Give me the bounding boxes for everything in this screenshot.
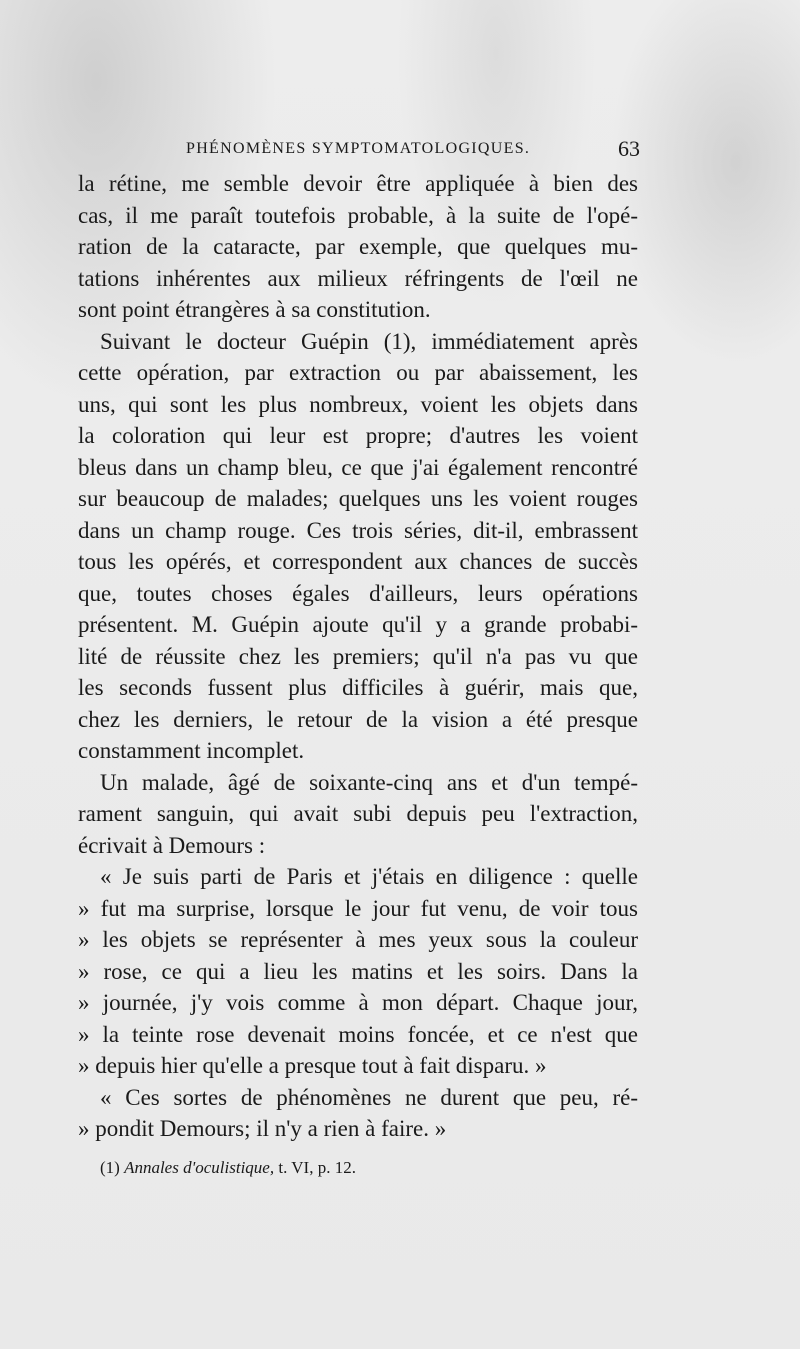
text-line: tous les opérés, et correspondent aux chances de succès <box>78 549 638 574</box>
quote-line: » la teinte rose devenait moins foncée, et ce n'est que <box>78 1021 638 1047</box>
text-line: uns, qui sont les plus nombreux, voient les objets dans <box>78 391 638 417</box>
quote-line: » pondit Demours; il n'y a rien à faire. » <box>78 1116 447 1141</box>
footnote-marker: (1) <box>100 1158 120 1177</box>
quote-line: » fut ma surprise, lorsque le jour fut venu, de voir tous <box>78 895 638 921</box>
text-line: écrivait à Demours : <box>78 832 266 858</box>
quote-line: » depuis hier qu'elle a presque tout à fait disparu. » <box>78 1053 547 1078</box>
text-line: les seconds fussent plus difficiles à guérir, mais que, <box>78 675 638 700</box>
text-line: dans un champ rouge. Ces trois séries, dit-il, embrassent <box>78 517 638 543</box>
text-line: ration de la cataracte, par exemple, que quelques mu- <box>78 234 638 259</box>
running-head: PHÉNOMÈNES SYMPTOMATOLOGIQUES. <box>186 140 531 157</box>
text-line: rament sanguin, qui avait subi depuis peu l'extraction, <box>78 801 638 826</box>
text-line: constamment incomplet. <box>78 738 305 763</box>
footnote-title: Annales d'oculistique, <box>124 1158 275 1177</box>
quote-line: » rose, ce qui a lieu les matins et les soirs. Dans la <box>78 958 638 984</box>
text-line: sur beaucoup de malades; quelques uns les voient rouges <box>78 486 638 511</box>
text-line: la coloration qui leur est propre; d'autres les voient <box>78 423 638 448</box>
quote-line: « Je suis parti de Paris et j'étais en diligence : quelle <box>100 864 638 889</box>
text-line: la rétine, me semble devoir être appliquée à bien des <box>78 171 638 196</box>
text-line: lité de réussite chez les premiers; qu'il n'a pas vu que <box>78 643 638 669</box>
text-line: Suivant le docteur Guépin (1), immédiatement après <box>100 328 638 354</box>
text-line: chez les derniers, le retour de la vision a été presque <box>78 706 638 732</box>
text-line: bleus dans un champ bleu, ce que j'ai également rencontré <box>78 454 638 480</box>
body-text <box>78 168 638 1145</box>
quote-line: » journée, j'y vois comme à mon départ. Chaque jour, <box>78 990 638 1015</box>
footnote <box>100 1158 356 1178</box>
text-line: cette opération, par extraction ou par abaissement, les <box>78 360 638 385</box>
page-header <box>186 136 640 166</box>
text-line: tations inhérentes aux milieux réfringents de l'œil ne <box>78 265 638 291</box>
text-line: cas, il me paraît toutefois probable, à la suite de l'opé- <box>78 202 638 228</box>
text-line: présentent. M. Guépin ajoute qu'il y a grande probabi- <box>78 612 638 637</box>
quote-line: « Ces sortes de phénomènes ne durent que peu, ré- <box>100 1084 638 1110</box>
text-line: Un malade, âgé de soixante-cinq ans et d'un tempé- <box>100 769 638 795</box>
page-number: 63 <box>618 136 640 161</box>
text-line: que, toutes choses égales d'ailleurs, leurs opérations <box>78 580 638 606</box>
text-line: sont point étrangères à sa constitution. <box>78 297 431 322</box>
footnote-reference: t. VI, p. 12. <box>278 1158 356 1177</box>
quote-line: » les objets se représenter à mes yeux sous la couleur <box>78 927 638 952</box>
